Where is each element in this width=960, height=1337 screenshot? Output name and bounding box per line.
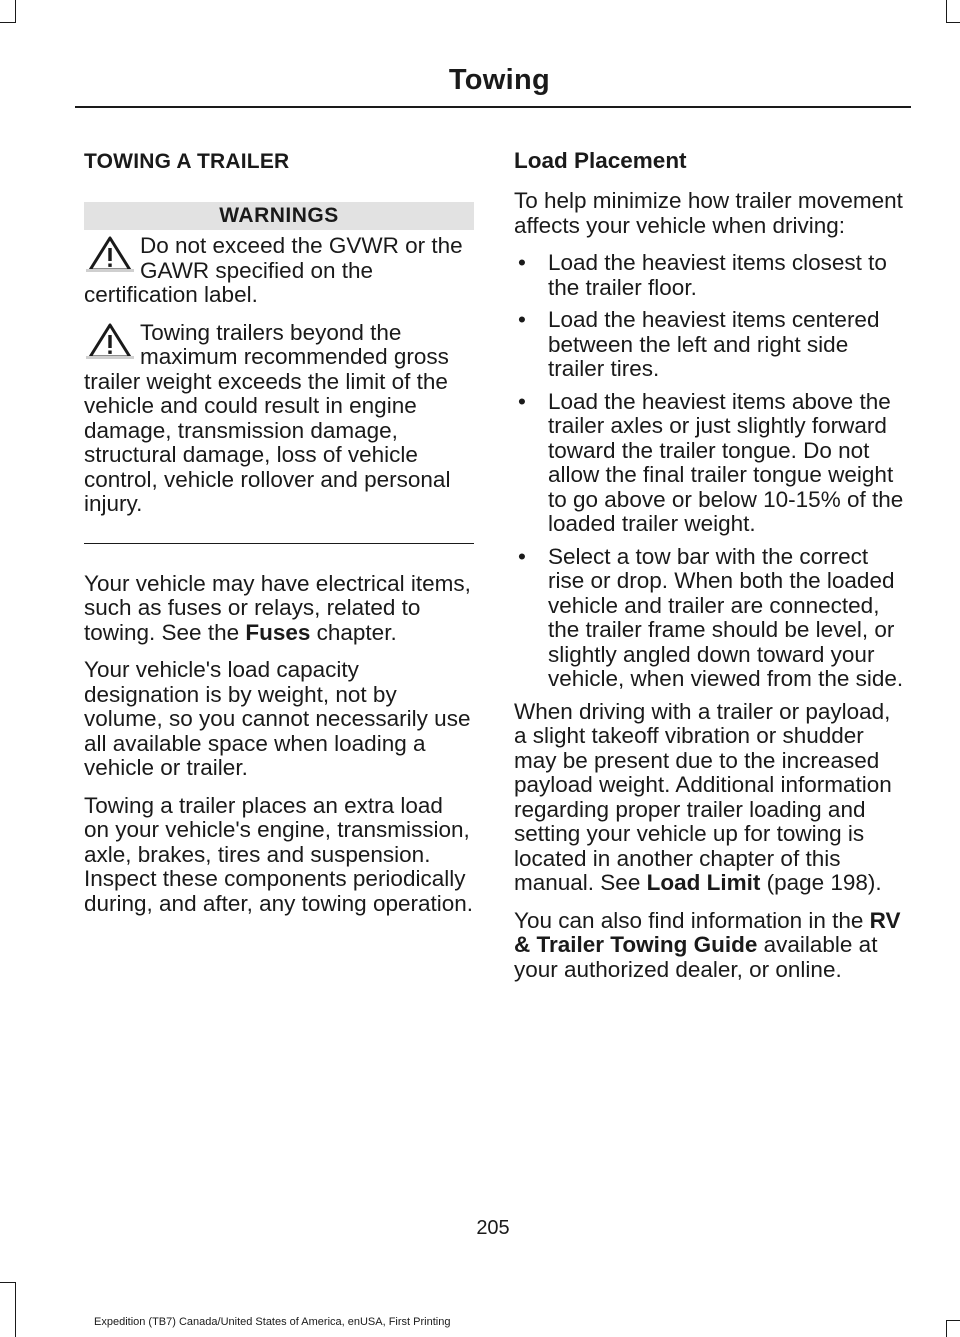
- header-rule: [75, 106, 911, 108]
- crop-mark: [946, 1320, 960, 1321]
- bullet-list: [514, 251, 909, 692]
- warnings-title: WARNINGS: [84, 202, 474, 230]
- text-run: chapter.: [310, 619, 397, 645]
- load-placement-heading: Load Placement: [514, 148, 687, 173]
- paragraph-intro: To help minimize how trailer movement affects your vehicle when driving:: [514, 188, 903, 238]
- warnings-end-rule: [84, 543, 474, 544]
- crop-mark: [15, 0, 16, 22]
- paragraph-load-capacity: Your vehicle's load capacity designation is by weight, not by volume, so you cannot necessarily use all available space when loading a vehicle or trailer.: [84, 657, 471, 780]
- list-item: [514, 390, 909, 537]
- crop-mark: [946, 22, 960, 23]
- crop-mark: [0, 1282, 16, 1283]
- paragraph-vibration: [514, 700, 909, 896]
- list-item: [514, 545, 909, 692]
- crop-mark: [946, 1320, 947, 1337]
- warning-triangle-icon: [84, 234, 136, 274]
- warning-item: [84, 234, 474, 308]
- list-item-text: Load the heaviest items above the trailer axles or just slightly forward toward the trailer tongue. Do not allow the final trailer tongue weight to go above or below 10-15% of the loaded trailer weight.: [548, 388, 904, 536]
- edition-footer: Expedition (TB7) Canada/United States of America, enUSA, First Printing: [94, 1316, 451, 1328]
- text-run: available at your authorized dealer, or online.: [514, 932, 878, 982]
- list-item: [514, 251, 909, 300]
- bullet-glyph: •: [518, 250, 526, 275]
- towing-heading: TOWING A TRAILER: [84, 150, 290, 173]
- crop-mark: [946, 0, 947, 22]
- crop-mark: [15, 1282, 16, 1337]
- warning-item: [84, 321, 474, 517]
- paragraph-guide: [514, 909, 909, 983]
- warning-triangle-icon: [84, 321, 136, 361]
- bullet-glyph: •: [518, 388, 526, 414]
- left-column: [84, 140, 474, 929]
- paragraph-towing-load: Towing a trailer places an extra load on your vehicle's engine, transmission, axle, brakes, tires and suspension. Inspect these components periodically during, and after, any towing operation.: [84, 792, 474, 916]
- list-item-text: Select a tow bar with the correct rise or drop. When both the loaded vehicle and trailer are connected, the trailer frame should be level, or slightly angled down toward your vehicle, when viewed from the side.: [548, 543, 904, 691]
- paragraph-electrical: [84, 572, 474, 646]
- warning-text: Towing trailers beyond the maximum recommended gross trailer weight exceeds the limit of the vehicle and could result in engine damage, transmission damage, structural damage, loss of vehicle control, vehicle rollover and personal injury.: [84, 319, 451, 516]
- bullet-glyph: •: [518, 307, 526, 332]
- fuses-chapter-ref: Fuses: [245, 619, 311, 645]
- text-run: You can also find information in the: [514, 907, 870, 933]
- page-number: 205: [476, 1217, 510, 1239]
- bullet-glyph: •: [518, 543, 526, 569]
- warning-text: Do not exceed the GVWR or the GAWR specified on the certification label.: [84, 233, 463, 307]
- list-item: [514, 308, 909, 382]
- section-title: Towing: [448, 64, 550, 96]
- load-limit-ref: Load Limit: [646, 870, 761, 895]
- text-run: When driving with a trailer or payload, a slight takeoff vibration or shudder may be present due to the increased payload weight. Additional information regarding proper trailer loading and setting your vehicle up for towing is located in another chapter of this manual. See: [514, 698, 892, 895]
- text-run: (page 198).: [760, 870, 882, 895]
- towing-guide-ref: RV & Trailer Towing Guide: [514, 907, 901, 957]
- list-item-text: Load the heaviest items closest to the trailer floor.: [548, 250, 887, 300]
- crop-mark: [0, 22, 16, 23]
- right-column: [514, 140, 909, 995]
- list-item-text: Load the heaviest items centered between the left and right side trailer tires.: [548, 307, 880, 381]
- text-run: Your vehicle may have electrical items, such as fuses or relays, related to towing. See the: [84, 570, 471, 645]
